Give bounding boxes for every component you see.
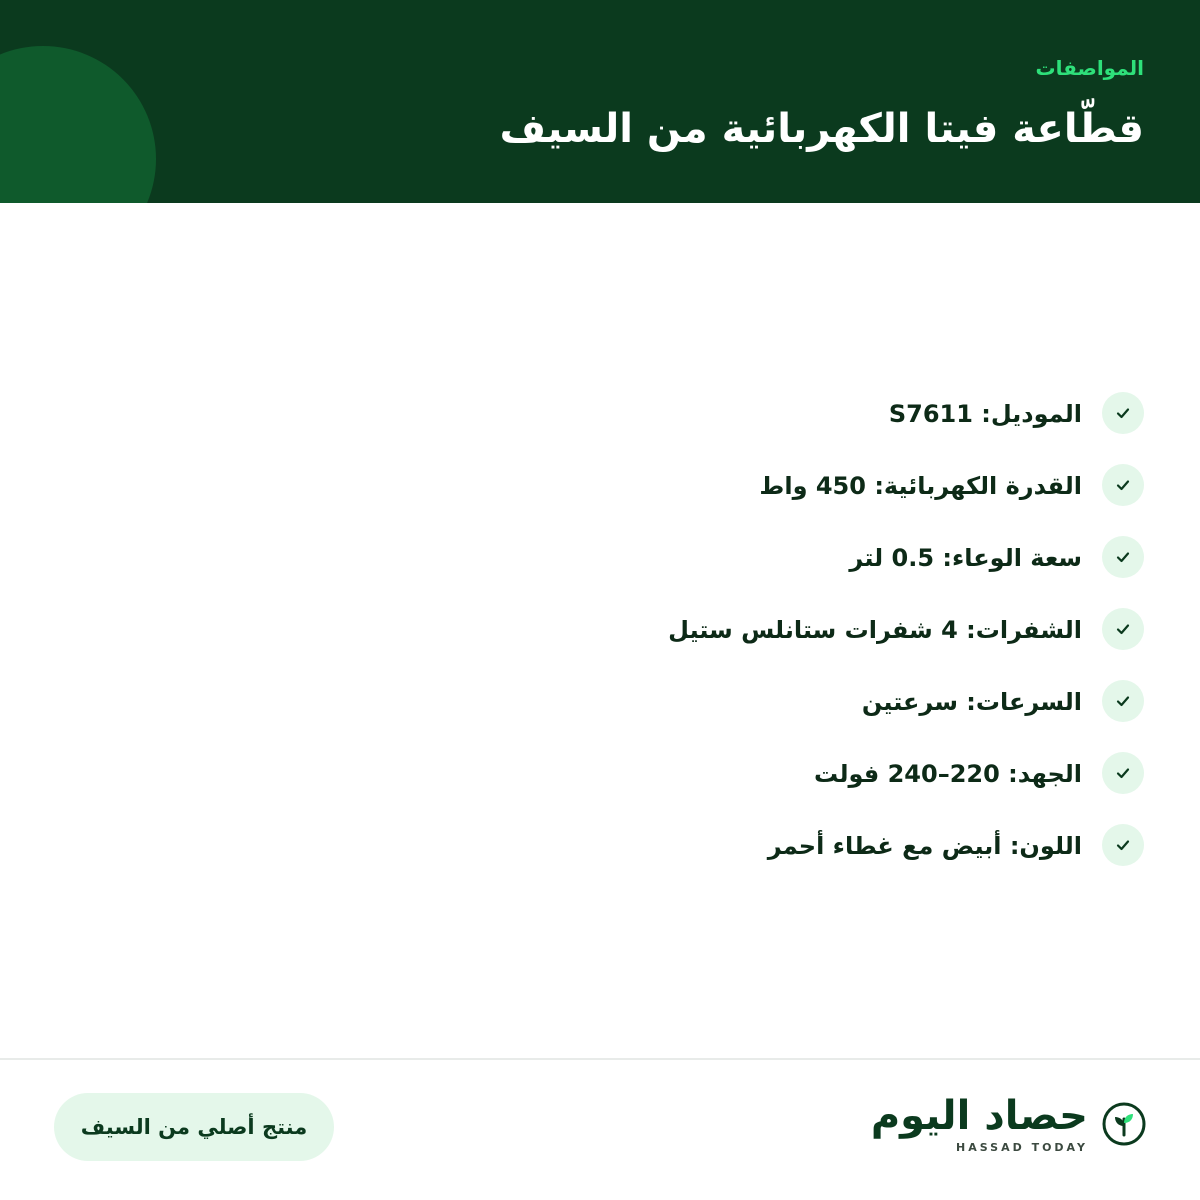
check-icon	[1102, 392, 1144, 434]
spec-item	[444, 680, 1144, 752]
spec-text: الموديل: S7611	[888, 400, 1082, 428]
spec-item	[444, 536, 1144, 608]
check-icon	[1102, 608, 1144, 650]
spec-text: سعة الوعاء: 0.5 لتر	[849, 544, 1082, 572]
spec-item	[444, 392, 1144, 464]
header-banner	[0, 0, 1200, 203]
brand-name: حصاد اليوم	[870, 1093, 1088, 1139]
check-icon	[1102, 536, 1144, 578]
check-icon	[1102, 680, 1144, 722]
spec-text: السرعات: سرعتين	[861, 688, 1082, 716]
spec-item	[444, 464, 1144, 536]
spec-item	[444, 752, 1144, 824]
spec-text: اللون: أبيض مع غطاء أحمر	[767, 832, 1082, 860]
spec-text: القدرة الكهربائية: 450 واط	[759, 472, 1082, 500]
brand-subtitle: HASSAD TODAY	[956, 1141, 1088, 1154]
check-icon	[1102, 824, 1144, 866]
page-title: قطّاعة فيتا الكهربائية من السيف	[499, 106, 1144, 152]
spec-text: الجهد: 220–240 فولت	[814, 760, 1082, 788]
decorative-circle	[0, 46, 156, 203]
brand-logo-block	[871, 1092, 1146, 1156]
section-label: المواصفات	[1035, 56, 1144, 80]
check-icon	[1102, 752, 1144, 794]
spec-item	[444, 824, 1144, 896]
spec-list	[444, 392, 1144, 896]
spec-text: الشفرات: 4 شفرات ستانلس ستيل	[668, 616, 1082, 644]
spec-item	[444, 608, 1144, 680]
check-icon	[1102, 464, 1144, 506]
original-product-badge: منتج أصلي من السيف	[54, 1093, 334, 1161]
footer-divider	[0, 1058, 1200, 1060]
brand-text	[871, 1092, 1088, 1156]
sprout-logo-icon	[1102, 1102, 1146, 1146]
